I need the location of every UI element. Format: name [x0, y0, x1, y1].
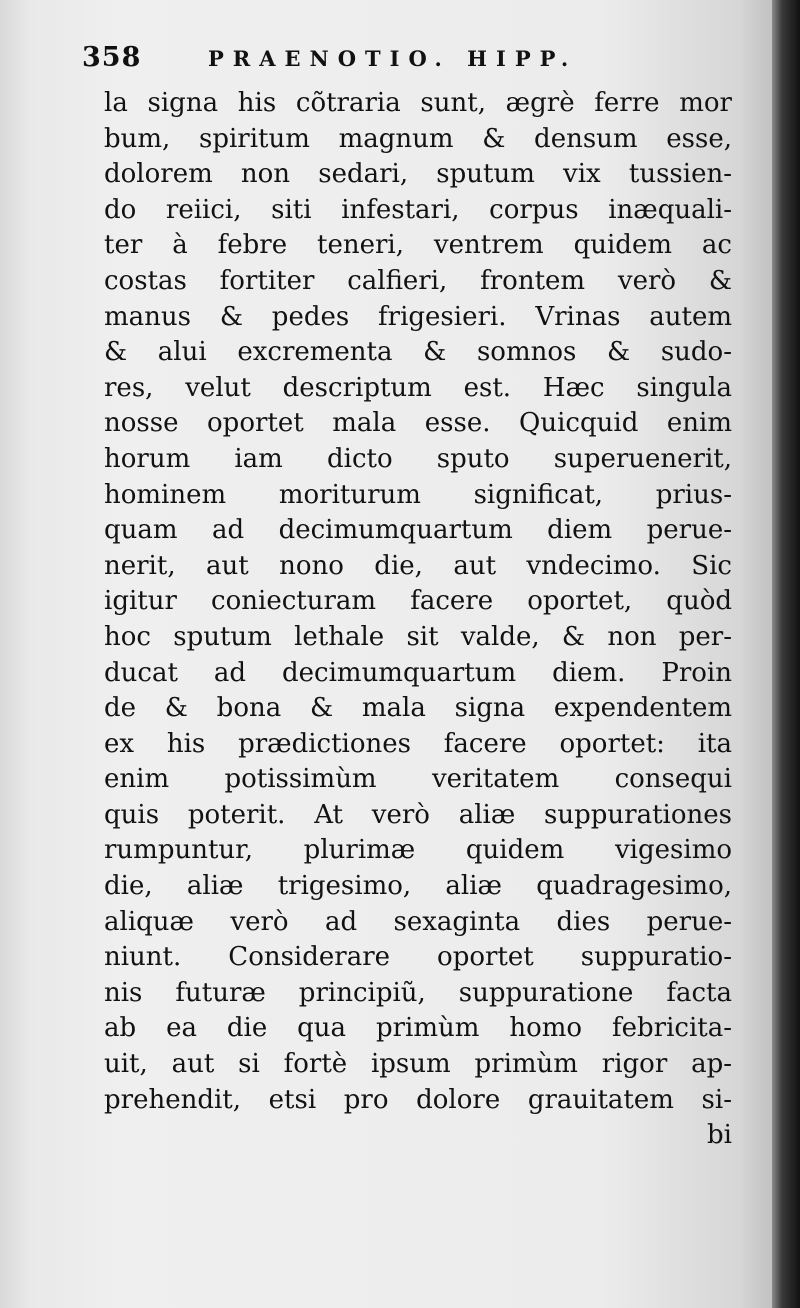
text-line: dolorem non sedari, sputum vix tussien- — [104, 159, 732, 190]
text-line: ducat ad decimumquartum diem. Proin — [104, 657, 732, 688]
text-line: ab ea die qua primùm homo febricita- — [104, 1013, 732, 1044]
page-fold-shadow — [772, 0, 800, 1308]
text-line: ter à febre teneri, ventrem quidem ac — [104, 230, 732, 261]
text-line: ex his prædictiones facere oportet: ita — [104, 728, 732, 759]
text-line: hoc sputum lethale sit valde, & non per- — [104, 621, 732, 652]
text-line: horum iam dicto sputo superuenerit, — [104, 443, 732, 474]
text-line: bi — [707, 1120, 732, 1151]
text-line: manus & pedes frigesieri. Vrinas autem — [104, 301, 732, 332]
text-line: prehendit, etsi pro dolore grauitatem si- — [104, 1084, 732, 1115]
text-line: niunt. Considerare oportet suppuratio- — [104, 942, 732, 973]
text-line: do reiici, siti infestari, corpus inæquali- — [104, 194, 732, 225]
text-line: costas fortiter calfieri, frontem verò & — [104, 265, 732, 296]
text-line: res, velut descriptum est. Hæc singula — [104, 372, 732, 403]
running-head: PRAENOTIO. HIPP. — [208, 46, 578, 71]
text-line: de & bona & mala signa expendentem — [104, 693, 732, 724]
text-line: die, aliæ trigesimo, aliæ quadragesimo, — [104, 871, 732, 902]
text-line: uit, aut si fortè ipsum primùm rigor ap- — [104, 1049, 732, 1080]
page-number: 358 — [82, 42, 142, 73]
text-line: nis futuræ principiũ, suppuratione facta — [104, 977, 732, 1008]
text-line: nosse oportet mala esse. Quicquid enim — [104, 408, 732, 439]
text-line: enim potissimùm veritatem consequi — [104, 764, 732, 795]
page-header — [82, 42, 722, 82]
text-line: quis poterit. At verò aliæ suppurationes — [104, 799, 732, 830]
text-line: nerit, aut nono die, aut vndecimo. Sic — [104, 550, 732, 581]
text-line: rumpuntur, plurimæ quidem vigesimo — [104, 835, 732, 866]
text-line: bum, spiritum magnum & densum esse, — [104, 123, 732, 154]
body-text — [104, 86, 732, 1154]
text-line: & alui excrementa & somnos & sudo- — [104, 337, 732, 368]
text-line: igitur coniecturam facere oportet, quòd — [104, 586, 732, 617]
text-line: aliquæ verò ad sexaginta dies perue- — [104, 906, 732, 937]
text-line: la signa his cõtraria sunt, ægrè ferre mor — [104, 88, 732, 118]
text-line: hominem moriturum significat, prius- — [104, 479, 732, 510]
text-line: quam ad decimumquartum diem perue- — [104, 515, 732, 546]
